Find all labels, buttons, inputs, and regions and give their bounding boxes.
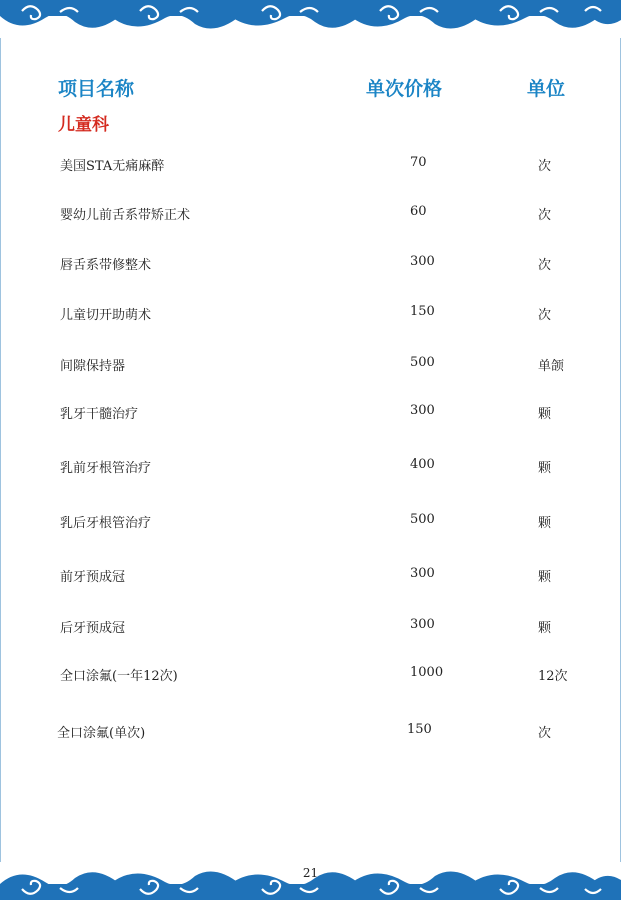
item-name: 全口涂氟(单次): [57, 726, 146, 741]
item-unit: 次: [538, 258, 552, 273]
item-unit: 次: [538, 208, 552, 223]
item-unit: 颗: [538, 407, 552, 422]
cloud-border-bottom: [0, 862, 621, 900]
item-name: 全口涂氟(一年12次): [60, 669, 178, 684]
section-title: 儿童科: [58, 115, 109, 135]
item-price: 500: [410, 512, 435, 527]
item-unit: 次: [538, 159, 552, 174]
cloud-border-top: [0, 0, 621, 38]
header-item-name: 项目名称: [58, 78, 135, 100]
header-unit: 单位: [527, 78, 566, 100]
item-price: 300: [410, 254, 435, 269]
table-row: [0, 512, 621, 532]
table-row: [0, 355, 621, 375]
item-name: 后牙预成冠: [60, 621, 126, 636]
item-name: 婴幼儿前舌系带矫正术: [60, 208, 191, 223]
table-row: [0, 204, 621, 224]
item-unit: 次: [538, 726, 552, 741]
table-row: [0, 722, 621, 742]
item-price: 400: [410, 457, 435, 472]
table-row: [0, 403, 621, 423]
item-unit: 颗: [538, 461, 552, 476]
item-name: 乳牙干髓治疗: [60, 407, 139, 422]
item-name: 美国STA无痛麻醉: [60, 159, 165, 174]
table-row: [0, 617, 621, 637]
item-unit: 颗: [538, 621, 552, 636]
item-price: 300: [410, 617, 435, 632]
header-unit-price: 单次价格: [366, 78, 443, 100]
item-price: 300: [410, 403, 435, 418]
item-unit: 颗: [538, 516, 552, 531]
table-row: [0, 665, 621, 685]
table-row: [0, 155, 621, 175]
item-price: 150: [410, 304, 435, 319]
item-price: 500: [410, 355, 435, 370]
item-name: 乳后牙根管治疗: [60, 516, 152, 531]
item-unit: 单颌: [538, 359, 565, 374]
item-price: 1000: [410, 665, 444, 680]
item-name: 间隙保持器: [60, 359, 126, 374]
table-row: [0, 457, 621, 477]
table-row: [0, 566, 621, 586]
item-unit: 颗: [538, 570, 552, 585]
price-table-header: [0, 74, 621, 102]
item-name: 儿童切开助萌术: [60, 308, 152, 323]
item-unit: 12次: [538, 669, 568, 684]
page-number: 21: [302, 866, 319, 880]
item-price: 70: [410, 155, 427, 170]
table-row: [0, 254, 621, 274]
item-price: 150: [407, 722, 432, 737]
table-row: [0, 304, 621, 324]
item-name: 唇舌系带修整术: [60, 258, 152, 273]
item-price: 60: [410, 204, 427, 219]
item-price: 300: [410, 566, 435, 581]
item-unit: 次: [538, 308, 552, 323]
item-name: 前牙预成冠: [60, 570, 126, 585]
item-name: 乳前牙根管治疗: [60, 461, 152, 476]
